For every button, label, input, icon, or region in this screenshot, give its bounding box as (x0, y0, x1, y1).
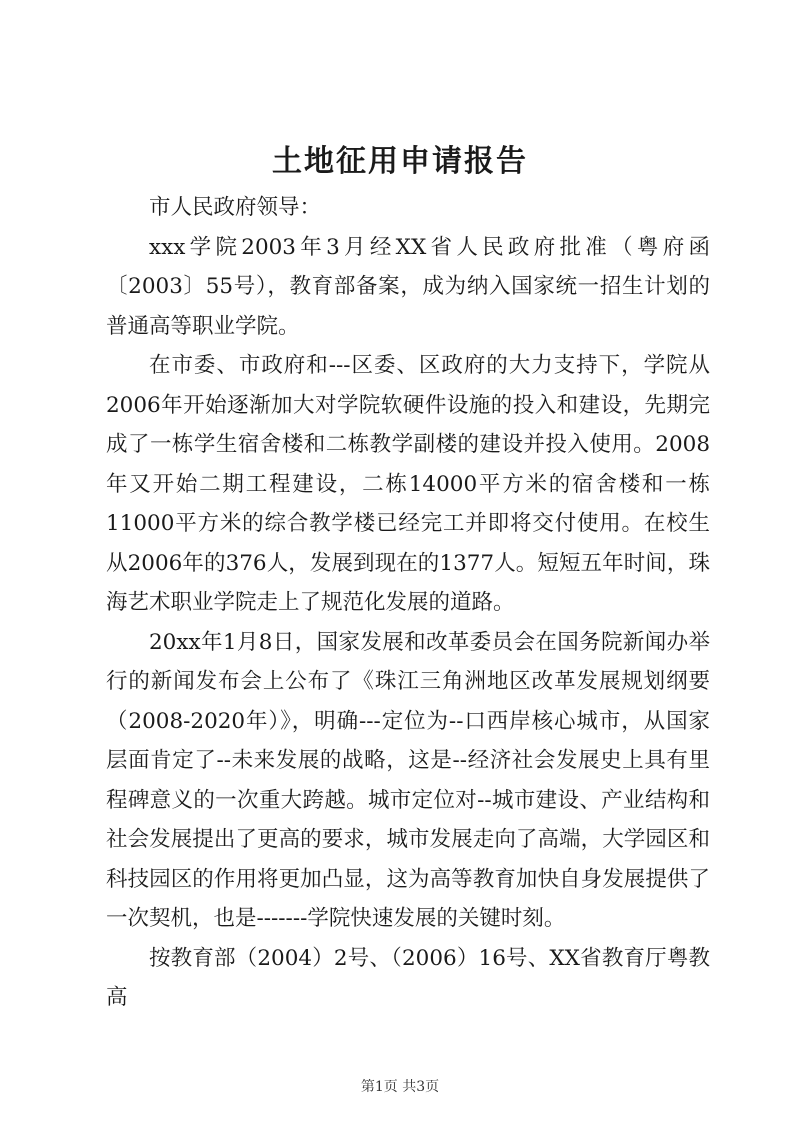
document-title: 土地征用申请报告 (272, 144, 528, 179)
paragraph: 按教育部（2004）2号、（2006）16号、XX省教育厅粤教高 (106, 945, 710, 1010)
salutation: 市人民政府领导： (149, 195, 322, 220)
paragraph: xxx学院2003年3月经XX省人民政府批准（粤府函〔2003〕55号），教育部备案，成为纳入国家统一招生计划的普通高等职业学院。 (106, 234, 710, 339)
paragraph: 在市委、市政府和---区委、区政府的大力支持下，学院从2006年开始逐渐加大对学院软硬件设施的投入和建设，先期完成了一栋学生宿舍楼和二栋教学副楼的建设并投入使用。2008年又开始二期工程建设，二栋14000平方米的宿舍楼和一栋11000平方米的综合教学楼已经完工并即将交付使用。在校生从2006年的376人，发展到现在的1377人。短短五年时间，珠海艺术职业学院走上了规范化发展的道路。 (106, 353, 710, 615)
paragraph: 20xx年1月8日，国家发展和改革委员会在国务院新闻办举行的新闻发布会上公布了《珠江三角洲地区改革发展规划纲要（2008-2020年）》，明确---定位为--口西岸核心城市，从国家层面肯定了--未来发展的战略，这是--经济社会发展史上具有里程碑意义的一次重大跨越。城市定位对--城市建设、产业结构和社会发展提出了更高的要求，城市发展走向了高端，大学园区和科技园区的作用将更加凸显，这为高等教育加快自身发展提供了一次契机，也是-------学院快速发展的关键时刻。 (106, 629, 710, 931)
document-body (106, 188, 710, 1018)
page-number-footer: 第1页 共3页 (360, 1079, 440, 1095)
